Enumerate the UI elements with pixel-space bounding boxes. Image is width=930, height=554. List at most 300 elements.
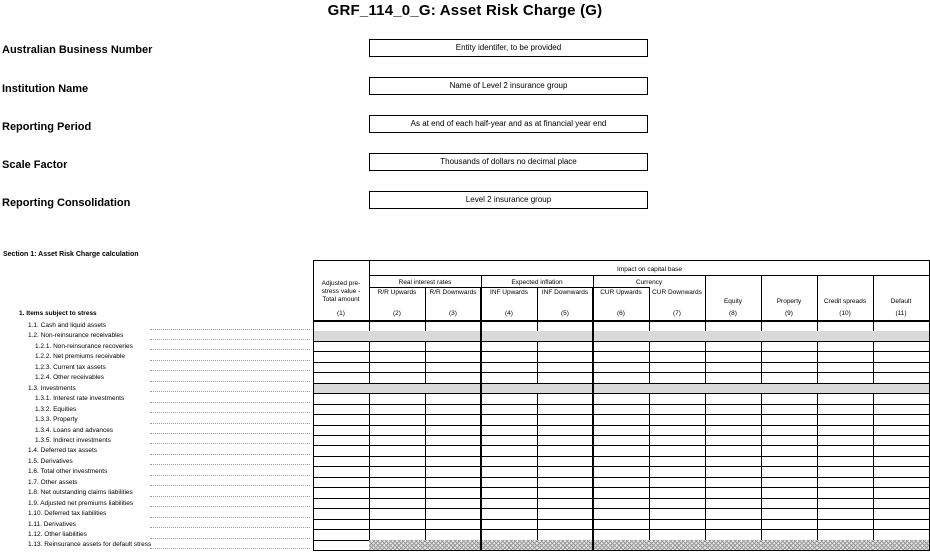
input-cell[interactable]: [537, 467, 594, 478]
input-cell: [873, 540, 930, 551]
input-cell[interactable]: [537, 394, 594, 405]
input-cell[interactable]: [761, 446, 818, 457]
input-cell[interactable]: [369, 415, 426, 426]
input-cell[interactable]: [313, 520, 370, 531]
input-cell[interactable]: [425, 426, 482, 437]
input-cell[interactable]: [817, 446, 874, 457]
input-cell[interactable]: [537, 520, 594, 531]
input-cell[interactable]: [369, 352, 426, 363]
input-cell[interactable]: [649, 446, 706, 457]
input-cell[interactable]: [313, 499, 370, 510]
input-cell[interactable]: [649, 394, 706, 405]
input-cell[interactable]: [705, 530, 762, 541]
input-cell[interactable]: [817, 426, 874, 437]
input-cell[interactable]: [761, 467, 818, 478]
input-cell[interactable]: [817, 467, 874, 478]
column-header: Adjusted pre-stress value - Total amount: [321, 280, 361, 303]
input-cell[interactable]: [761, 488, 818, 499]
input-cell[interactable]: [705, 509, 762, 520]
input-cell[interactable]: [593, 436, 650, 447]
column-number: (5): [561, 310, 569, 317]
input-cell[interactable]: [873, 520, 930, 531]
input-cell[interactable]: [873, 363, 930, 374]
input-cell[interactable]: [425, 394, 482, 405]
input-cell[interactable]: [313, 436, 370, 447]
input-cell[interactable]: [873, 373, 930, 384]
row-leader: [150, 339, 310, 340]
input-cell: [425, 540, 482, 551]
input-cell[interactable]: [705, 405, 762, 416]
input-cell[interactable]: [425, 488, 482, 499]
impact-header: Impact on capital base: [616, 266, 683, 273]
input-cell[interactable]: [593, 426, 650, 437]
input-cell[interactable]: [649, 530, 706, 541]
input-cell[interactable]: [761, 363, 818, 374]
input-cell[interactable]: [425, 530, 482, 541]
input-cell[interactable]: [593, 488, 650, 499]
input-cell[interactable]: [817, 530, 874, 541]
input-cell[interactable]: [369, 363, 426, 374]
input-cell[interactable]: [369, 467, 426, 478]
input-cell[interactable]: [593, 509, 650, 520]
group-header: Currency: [635, 279, 663, 286]
input-cell[interactable]: [593, 394, 650, 405]
input-cell[interactable]: [817, 457, 874, 468]
input-cell[interactable]: [705, 394, 762, 405]
field-label: Reporting Consolidation: [2, 197, 131, 209]
header-border: [425, 287, 426, 321]
input-cell[interactable]: [649, 509, 706, 520]
input-cell[interactable]: [817, 415, 874, 426]
input-cell[interactable]: [817, 436, 874, 447]
input-cell[interactable]: [481, 530, 538, 541]
column-number: (3): [449, 310, 457, 317]
input-cell: [537, 540, 594, 551]
header-border: [873, 275, 874, 321]
input-cell[interactable]: [593, 352, 650, 363]
input-cell[interactable]: [481, 436, 538, 447]
input-cell[interactable]: [817, 499, 874, 510]
row-label: 1.2.2. Net premiums receivable: [35, 353, 125, 361]
input-cell[interactable]: [873, 467, 930, 478]
input-cell[interactable]: [649, 321, 706, 332]
input-cell[interactable]: [649, 352, 706, 363]
input-cell[interactable]: [425, 520, 482, 531]
row-leader: [150, 538, 310, 539]
input-cell[interactable]: [705, 467, 762, 478]
input-cell: [369, 331, 426, 342]
input-cell[interactable]: [537, 363, 594, 374]
input-cell[interactable]: [537, 342, 594, 353]
input-cell[interactable]: [873, 321, 930, 332]
input-cell[interactable]: [761, 478, 818, 489]
input-cell[interactable]: [425, 405, 482, 416]
input-cell[interactable]: [817, 342, 874, 353]
input-cell[interactable]: [761, 499, 818, 510]
table-row: [0, 509, 930, 520]
input-cell[interactable]: [705, 363, 762, 374]
input-cell[interactable]: [649, 342, 706, 353]
row-label: 1.12. Other liabilities: [28, 531, 87, 538]
input-cell[interactable]: [817, 520, 874, 531]
field-value-box[interactable]: As at end of each half-year and as at financial year end: [369, 115, 648, 133]
input-cell[interactable]: [481, 467, 538, 478]
row-label: 1.11. Derivatives: [28, 520, 76, 528]
input-cell[interactable]: [425, 363, 482, 374]
input-cell[interactable]: [369, 499, 426, 510]
input-cell: [761, 384, 818, 395]
input-cell[interactable]: [537, 478, 594, 489]
input-cell[interactable]: [425, 478, 482, 489]
input-cell[interactable]: [649, 467, 706, 478]
input-cell[interactable]: [537, 509, 594, 520]
input-cell[interactable]: [649, 405, 706, 416]
row-leader: [150, 329, 310, 330]
input-cell[interactable]: [705, 457, 762, 468]
input-cell[interactable]: [313, 488, 370, 499]
input-cell[interactable]: [537, 426, 594, 437]
input-cell[interactable]: [481, 520, 538, 531]
input-cell[interactable]: [481, 457, 538, 468]
input-cell[interactable]: [761, 436, 818, 447]
input-cell[interactable]: [705, 321, 762, 332]
input-cell: [817, 540, 874, 551]
input-cell[interactable]: [873, 457, 930, 468]
input-cell[interactable]: [593, 530, 650, 541]
input-cell[interactable]: [649, 436, 706, 447]
input-cell[interactable]: [817, 394, 874, 405]
input-cell[interactable]: [369, 394, 426, 405]
input-cell: [817, 384, 874, 395]
input-cell[interactable]: [481, 352, 538, 363]
input-cell: [481, 540, 538, 551]
input-cell[interactable]: [425, 436, 482, 447]
input-cell[interactable]: [705, 342, 762, 353]
input-cell[interactable]: [873, 342, 930, 353]
field-value-box[interactable]: Level 2 insurance group: [369, 191, 648, 209]
table-row: [0, 488, 930, 499]
input-cell[interactable]: [537, 415, 594, 426]
input-cell[interactable]: [593, 373, 650, 384]
row-leader: [150, 360, 310, 361]
column-header: INF Downwards: [541, 289, 589, 296]
input-cell[interactable]: [313, 530, 370, 541]
input-cell[interactable]: [425, 342, 482, 353]
input-cell[interactable]: [313, 509, 370, 520]
input-cell[interactable]: [761, 520, 818, 531]
table-row: [0, 499, 930, 510]
table-row: [0, 446, 930, 457]
input-cell[interactable]: [873, 436, 930, 447]
input-cell[interactable]: [481, 499, 538, 510]
column-header: R/R Upwards: [377, 289, 417, 296]
input-cell: [313, 384, 370, 395]
row-leader: [150, 423, 310, 424]
input-cell[interactable]: [873, 415, 930, 426]
input-cell[interactable]: [593, 405, 650, 416]
input-cell[interactable]: [761, 415, 818, 426]
input-cell[interactable]: [369, 405, 426, 416]
input-cell[interactable]: [761, 373, 818, 384]
table-row: [0, 363, 930, 374]
input-cell[interactable]: [313, 415, 370, 426]
input-cell[interactable]: [817, 488, 874, 499]
input-cell[interactable]: [481, 405, 538, 416]
input-cell[interactable]: [817, 321, 874, 332]
row-leader: [150, 454, 310, 455]
input-cell[interactable]: [649, 457, 706, 468]
input-cell: [817, 331, 874, 342]
row-leader: [150, 475, 310, 476]
input-cell[interactable]: [425, 352, 482, 363]
input-cell[interactable]: [705, 352, 762, 363]
input-cell[interactable]: [537, 321, 594, 332]
input-cell[interactable]: [761, 405, 818, 416]
input-cell: [761, 540, 818, 551]
input-cell: [705, 540, 762, 551]
input-cell[interactable]: [705, 488, 762, 499]
row-label: 1.3.4. Loans and advances: [35, 426, 114, 434]
input-cell[interactable]: [761, 352, 818, 363]
input-cell[interactable]: [649, 363, 706, 374]
input-cell: [313, 540, 370, 551]
input-cell[interactable]: [425, 457, 482, 468]
input-cell[interactable]: [313, 373, 370, 384]
input-cell[interactable]: [649, 520, 706, 531]
input-cell[interactable]: [705, 436, 762, 447]
input-cell[interactable]: [649, 488, 706, 499]
input-cell[interactable]: [425, 415, 482, 426]
header-border: [313, 260, 930, 261]
input-cell[interactable]: [873, 426, 930, 437]
input-cell[interactable]: [873, 478, 930, 489]
column-header: Property: [776, 298, 802, 305]
input-cell[interactable]: [481, 373, 538, 384]
input-cell[interactable]: [425, 373, 482, 384]
input-cell[interactable]: [593, 499, 650, 510]
header-border: [537, 287, 538, 321]
input-cell[interactable]: [369, 509, 426, 520]
input-cell[interactable]: [313, 342, 370, 353]
input-cell[interactable]: [593, 467, 650, 478]
row-leader: [150, 548, 310, 549]
input-cell[interactable]: [873, 509, 930, 520]
input-cell: [649, 384, 706, 395]
input-cell[interactable]: [313, 446, 370, 457]
input-cell[interactable]: [817, 509, 874, 520]
input-cell[interactable]: [425, 446, 482, 457]
column-number: (8): [729, 310, 737, 317]
input-cell[interactable]: [705, 373, 762, 384]
input-cell[interactable]: [537, 457, 594, 468]
input-cell[interactable]: [761, 394, 818, 405]
row-label: 1.2.3. Current tax assets: [35, 363, 106, 371]
input-cell[interactable]: [369, 478, 426, 489]
input-cell[interactable]: [369, 457, 426, 468]
input-cell[interactable]: [369, 446, 426, 457]
input-cell[interactable]: [425, 509, 482, 520]
input-cell[interactable]: [425, 467, 482, 478]
input-cell[interactable]: [537, 373, 594, 384]
field-label: Institution Name: [2, 83, 89, 95]
input-cell[interactable]: [649, 426, 706, 437]
input-cell[interactable]: [817, 373, 874, 384]
input-cell[interactable]: [313, 363, 370, 374]
input-cell[interactable]: [873, 499, 930, 510]
input-cell[interactable]: [537, 488, 594, 499]
input-cell[interactable]: [649, 415, 706, 426]
input-cell[interactable]: [705, 426, 762, 437]
input-cell: [369, 540, 426, 551]
input-cell[interactable]: [369, 530, 426, 541]
input-cell[interactable]: [817, 352, 874, 363]
input-cell[interactable]: [369, 321, 426, 332]
header-border: [649, 287, 650, 321]
input-cell[interactable]: [593, 342, 650, 353]
input-cell[interactable]: [537, 436, 594, 447]
input-cell[interactable]: [593, 457, 650, 468]
input-cell[interactable]: [481, 478, 538, 489]
input-cell[interactable]: [537, 499, 594, 510]
input-cell[interactable]: [425, 321, 482, 332]
input-cell[interactable]: [873, 405, 930, 416]
row-label: 1.3. Investments: [28, 384, 76, 392]
input-cell[interactable]: [481, 394, 538, 405]
column-header: Credit spreads: [823, 298, 867, 305]
input-cell[interactable]: [761, 321, 818, 332]
input-cell[interactable]: [313, 478, 370, 489]
input-cell[interactable]: [313, 457, 370, 468]
row-leader: [150, 517, 310, 518]
input-cell[interactable]: [817, 405, 874, 416]
input-cell[interactable]: [873, 488, 930, 499]
input-cell[interactable]: [313, 426, 370, 437]
input-cell[interactable]: [313, 352, 370, 363]
input-cell[interactable]: [873, 530, 930, 541]
input-cell[interactable]: [705, 478, 762, 489]
input-cell[interactable]: [313, 405, 370, 416]
input-cell[interactable]: [761, 426, 818, 437]
input-cell[interactable]: [593, 321, 650, 332]
row-label: 1.7. Other assets: [28, 478, 78, 486]
row-label: 1.1. Cash and liquid assets: [28, 322, 107, 329]
input-cell[interactable]: [817, 478, 874, 489]
input-cell: [873, 331, 930, 342]
input-cell[interactable]: [313, 394, 370, 405]
input-cell[interactable]: [649, 478, 706, 489]
input-cell[interactable]: [873, 352, 930, 363]
input-cell[interactable]: [425, 499, 482, 510]
row-leader: [150, 464, 310, 465]
input-cell[interactable]: [481, 321, 538, 332]
table-row: [0, 352, 930, 363]
input-cell[interactable]: [537, 446, 594, 457]
row-label: 1.9. Adjusted net premiums liabilities: [28, 499, 134, 507]
input-cell[interactable]: [761, 342, 818, 353]
input-cell[interactable]: [761, 509, 818, 520]
row-label: 1.10. Deferred tax liabilities: [28, 510, 107, 518]
input-cell[interactable]: [369, 373, 426, 384]
input-cell: [425, 331, 482, 342]
input-cell[interactable]: [537, 352, 594, 363]
input-cell[interactable]: [761, 530, 818, 541]
input-cell[interactable]: [593, 415, 650, 426]
table-row: [0, 373, 930, 384]
table-row: [0, 540, 930, 551]
input-cell[interactable]: [481, 488, 538, 499]
header-border: [369, 275, 930, 276]
row-label: 1.5. Derivatives: [28, 457, 73, 465]
input-cell[interactable]: [313, 321, 370, 332]
input-cell[interactable]: [873, 394, 930, 405]
input-cell[interactable]: [537, 405, 594, 416]
header-border: [817, 275, 818, 321]
input-cell[interactable]: [649, 499, 706, 510]
input-cell[interactable]: [817, 363, 874, 374]
column-header: Default: [890, 298, 912, 305]
row-leader: [150, 412, 310, 413]
input-cell[interactable]: [369, 436, 426, 447]
input-cell[interactable]: [481, 342, 538, 353]
row-leader: [150, 527, 310, 528]
row-label: 1.3.3. Property: [35, 416, 78, 424]
input-cell[interactable]: [369, 488, 426, 499]
input-cell[interactable]: [481, 446, 538, 457]
field-value-box[interactable]: Entity identifer, to be provided: [369, 39, 648, 57]
row-label: 1.2. Non-reinsurance receivables: [28, 332, 124, 340]
header-border: [313, 260, 314, 321]
input-cell: [873, 384, 930, 395]
items-header: 1. Items subject to stress: [19, 310, 97, 317]
input-cell[interactable]: [537, 530, 594, 541]
group-header: Expected inflation: [511, 279, 563, 286]
input-cell: [649, 540, 706, 551]
input-cell: [761, 331, 818, 342]
input-cell[interactable]: [705, 415, 762, 426]
input-cell[interactable]: [593, 446, 650, 457]
field-value-box[interactable]: Thousands of dollars no decimal place: [369, 153, 648, 171]
input-cell[interactable]: [761, 457, 818, 468]
column-number: (2): [393, 310, 401, 317]
input-cell[interactable]: [593, 520, 650, 531]
input-cell[interactable]: [369, 426, 426, 437]
input-cell[interactable]: [481, 509, 538, 520]
input-cell[interactable]: [705, 446, 762, 457]
input-cell[interactable]: [481, 363, 538, 374]
input-cell[interactable]: [481, 426, 538, 437]
input-cell[interactable]: [705, 520, 762, 531]
column-number: (9): [785, 310, 793, 317]
table-row: [0, 520, 930, 531]
input-cell[interactable]: [369, 520, 426, 531]
input-cell[interactable]: [481, 415, 538, 426]
field-label: Australian Business Number: [2, 44, 153, 56]
row-label: 1.3.1. Interest rate investments: [35, 395, 125, 403]
input-cell[interactable]: [369, 342, 426, 353]
header-border: [705, 275, 706, 321]
field-value-box[interactable]: Name of Level 2 insurance group: [369, 77, 648, 95]
table-row: [0, 384, 930, 395]
input-cell[interactable]: [593, 363, 650, 374]
column-number: (10): [839, 310, 851, 317]
header-border: [369, 287, 649, 288]
input-cell[interactable]: [705, 499, 762, 510]
input-cell[interactable]: [593, 478, 650, 489]
input-cell[interactable]: [313, 467, 370, 478]
table-row: [0, 426, 930, 437]
input-cell[interactable]: [649, 373, 706, 384]
input-cell[interactable]: [873, 446, 930, 457]
